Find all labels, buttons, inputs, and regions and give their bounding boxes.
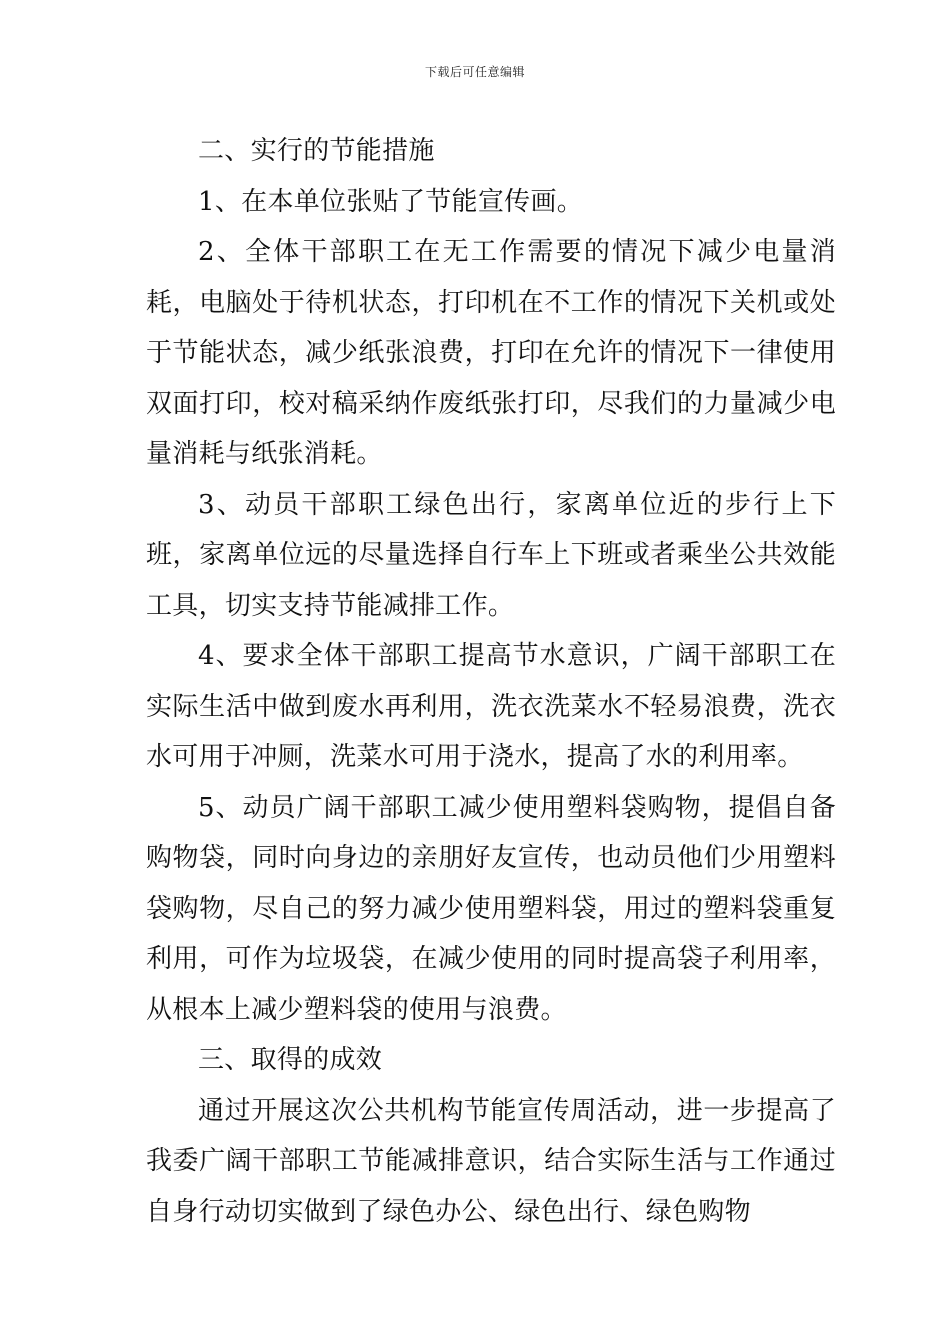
page-header: 下载后可任意编辑 [424, 65, 525, 79]
paragraph-results: 通过开展这次公共机构节能宣传周活动，进一步提高了我委广阔干部职工节能减排意识，结合实际生活与工作通过自身行动切实做到了绿色办公、绿色出行、绿色购物 [146, 1095, 836, 1227]
section-heading-measures: 二、实行的节能措施 [198, 136, 435, 166]
paragraph-item-4: 4、要求全体干部职工提高节水意识，广阔干部职工在实际生活中做到废水再利用，洗衣洗菜水不轻易浪费，洗衣水可用于冲厕，洗菜水可用于浇水，提高了水的利用率。 [146, 641, 836, 772]
paragraph-item-3: 3、动员干部职工绿色出行，家离单位近的步行上下班，家离单位远的尽量选择自行车上下班或者乘坐公共效能工具，切实支持节能减排工作。 [146, 489, 836, 621]
paragraph-item-1: 1、在本单位张贴了节能宣传画。 [198, 186, 584, 217]
paragraph-item-2: 2、全体干部职工在无工作需要的情况下减少电量消耗，电脑处于待机状态，打印机在不工作的情况下关机或处于节能状态，减少纸张浪费，打印在允许的情况下一律使用双面打印，校对稿采纳作废纸张打印，尽我们的力量减少电量消耗与纸张消耗。 [146, 237, 836, 469]
document-body [146, 126, 836, 1237]
section-heading-results: 三、取得的成效 [198, 1045, 383, 1075]
paragraph-item-5: 5、动员广阔干部职工减少使用塑料袋购物，提倡自备购物袋，同时向身边的亲朋好友宣传，也动员他们少用塑料袋购物，尽自己的努力减少使用塑料袋，用过的塑料袋重复利用，可作为垃圾袋，在减少使用的同时提高袋子利用率，从根本上减少塑料袋的使用与浪费。 [146, 792, 836, 1025]
